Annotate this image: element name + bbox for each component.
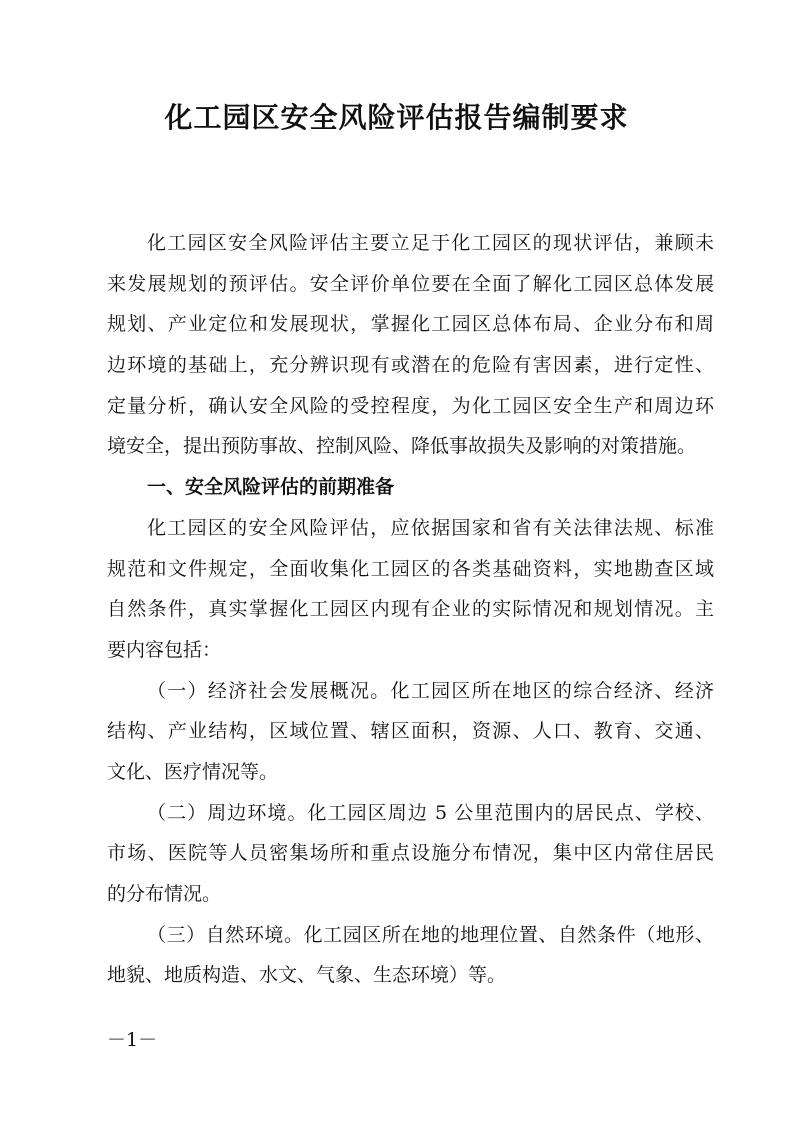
text-line: （一）经济社会发展概况。化工园区所在地区的综合经济、经济 (147, 679, 714, 702)
text-line: 化工园区的安全风险评估，应依据国家和省有关法律法规、标准 (147, 516, 714, 539)
text-line: 一、安全风险评估的前期准备 (147, 476, 395, 499)
paragraph (107, 508, 714, 671)
text-line: 规划、产业定位和发展现状，掌握化工园区总体布局、企业分布和周 (107, 313, 714, 336)
text-line: 境安全，提出预防事故、控制风险、降低事故损失及影响的对策措施。 (107, 435, 697, 458)
text-line: （二）周边环境。化工园区周边 5 公里范围内的居民点、学校、 (147, 801, 714, 824)
paragraph (107, 671, 714, 793)
text-line: 地貌、地质构造、水文、气象、生态环境）等。 (107, 964, 507, 987)
text-line: 自然条件，真实掌握化工园区内现有企业的实际情况和规划情况。主 (107, 598, 714, 621)
text-line: 结构、产业结构，区域位置、辖区面积，资源、人口、教育、交通、 (107, 720, 714, 743)
paragraph (107, 793, 714, 915)
page-number: －1－ (107, 1029, 158, 1051)
text-line: 边环境的基础上，充分辨识现有或潜在的危险有害因素，进行定性、 (107, 354, 714, 377)
text-line: （三）自然环境。化工园区所在地的地理位置、自然条件（地形、 (147, 923, 714, 946)
text-line: 的分布情况。 (107, 883, 222, 905)
document-title: 化工园区安全风险评估报告编制要求 (164, 101, 629, 134)
text-line: 市场、医院等人员密集场所和重点设施分布情况，集中区内常住居民 (107, 842, 714, 865)
text-line: 化工园区安全风险评估主要立足于化工园区的现状评估，兼顾未 (147, 232, 714, 254)
paragraph (107, 223, 714, 467)
text-line: 定量分析，确认安全风险的受控程度，为化工园区安全生产和周边环 (107, 394, 714, 417)
text-line: 要内容包括： (107, 638, 222, 661)
section-heading (107, 467, 714, 508)
text-line: 来发展规划的预评估。安全评价单位要在全面了解化工园区总体发展 (107, 272, 714, 295)
text-line: 规范和文件规定，全面收集化工园区的各类基础资料，实地勘查区域 (107, 557, 714, 580)
text-line: 文化、医疗情况等。 (107, 760, 279, 783)
document-body (107, 223, 714, 996)
paragraph (107, 915, 714, 996)
